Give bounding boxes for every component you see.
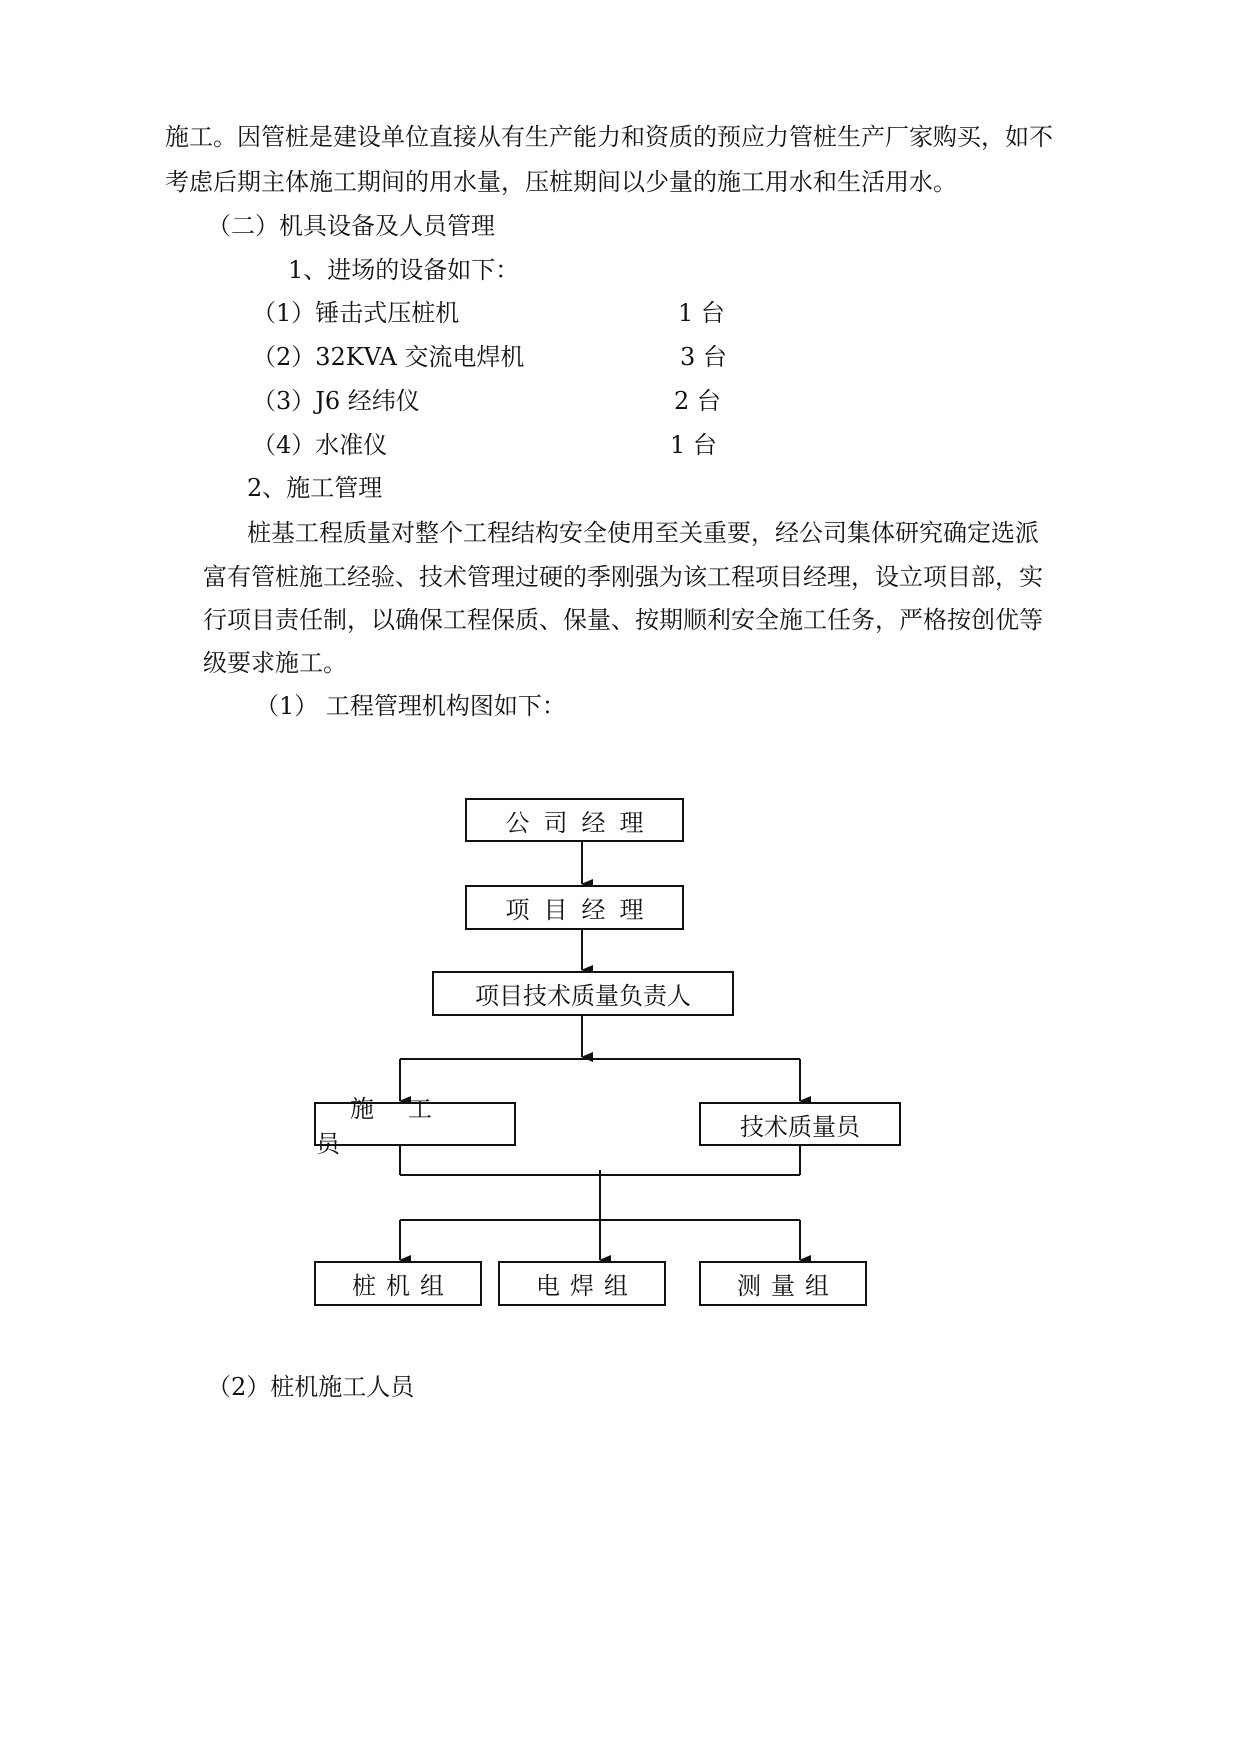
org-box-quality-staff: 技术质量员	[699, 1102, 901, 1146]
org-box-company-manager: 公司经理	[465, 798, 684, 842]
equipment-name: （3）J6 经纬仪	[252, 387, 420, 415]
equipment-qty: 2 台	[674, 387, 721, 415]
section-heading: （2）桩机施工人员	[207, 1373, 415, 1401]
org-box-pile-team: 桩机组	[314, 1261, 482, 1306]
equipment-name: （1）锤击式压桩机	[252, 299, 460, 327]
paragraph-line: 级要求施工。	[203, 649, 347, 677]
paragraph-line: 考虑后期主体施工期间的用水量，压桩期间以少量的施工用水和生活用水。	[165, 168, 957, 196]
org-box-construction-staff: 施工员	[314, 1102, 516, 1146]
chart-caption: （1） 工程管理机构图如下：	[255, 692, 566, 720]
equipment-name: （2）32KVA 交流电焊机	[252, 343, 525, 371]
org-box-project-manager: 项目经理	[465, 885, 684, 930]
section-heading: （二）机具设备及人员管理	[207, 212, 495, 240]
org-box-survey-team: 测量组	[699, 1261, 867, 1306]
subheading: 2、施工管理	[247, 474, 383, 502]
equipment-qty: 3 台	[680, 343, 727, 371]
paragraph-line: 行项目责任制，以确保工程保质、保量、按期顺利安全施工任务，严格按创优等	[203, 606, 1043, 634]
paragraph-line: 富有管桩施工经验、技术管理过硬的季刚强为该工程项目经理，设立项目部，实	[203, 563, 1043, 591]
equipment-qty: 1 台	[678, 299, 725, 327]
subheading: 1、进场的设备如下：	[288, 256, 520, 284]
paragraph-line: 桩基工程质量对整个工程结构安全使用至关重要，经公司集体研究确定选派	[247, 519, 1039, 547]
equipment-name: （4）水准仪	[252, 431, 388, 459]
org-box-welding-team: 电焊组	[498, 1261, 666, 1306]
equipment-qty: 1 台	[670, 431, 717, 459]
org-box-tech-quality-lead: 项目技术质量负责人	[432, 971, 734, 1016]
paragraph-line: 施工。因管桩是建设单位直接从有生产能力和资质的预应力管桩生产厂家购买，如不	[165, 123, 1053, 151]
